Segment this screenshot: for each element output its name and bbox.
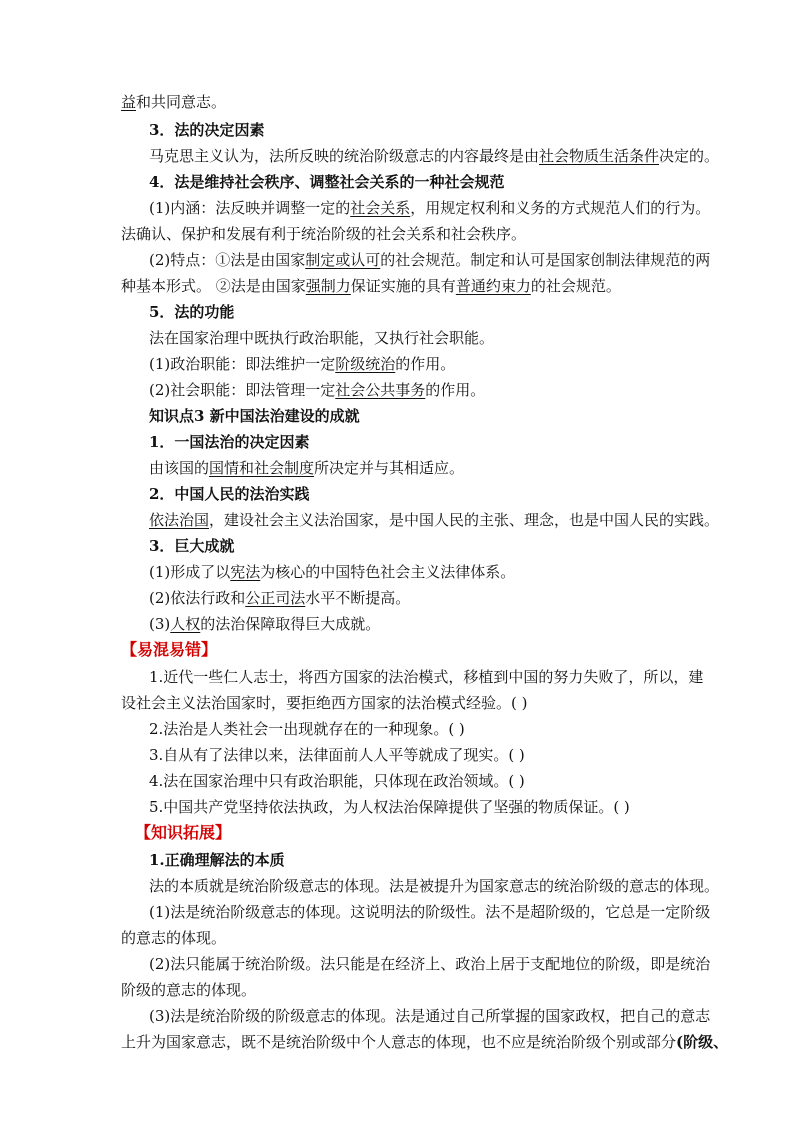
text-line <box>121 276 621 296</box>
text-segment: 的作用。 <box>395 355 456 373</box>
question-text: 1.近代一些仁人志士，将西方国家的法治模式，移植到中国的努力失败了，所以，建 <box>149 668 704 686</box>
text-segment: (1)形成了以 <box>149 563 231 581</box>
underlined-term: 社会物质生活条件 <box>539 147 660 165</box>
heading-text: 1．一国法治的决定因素 <box>149 433 310 451</box>
text-line <box>149 250 710 270</box>
underlined-term: 社会关系 <box>350 199 411 217</box>
question-text: 设社会主义法治国家时，要拒绝西方国家的法治模式经验。( ) <box>121 694 528 712</box>
section-heading <box>149 120 264 140</box>
underlined-term: 国情和社会制度 <box>209 459 315 477</box>
question-text: 5.中国共产党坚持依法执政，为人权法治保障提供了坚强的物质保证。( ) <box>149 798 630 816</box>
text-segment: 的意志的体现。 <box>121 929 227 947</box>
text-segment: (1)法是统治阶级意志的体现。这说明法的阶级性。法不是超阶级的，它总是一定阶级 <box>149 903 711 921</box>
text-line <box>149 1006 710 1026</box>
text-segment: ，用规定权利和义务的方式规范人们的行为。 <box>410 199 711 217</box>
underlined-term: 依法治国 <box>149 511 210 529</box>
text-segment: 的社会规范。制定和认可是国家创制法律规范的两 <box>380 251 711 269</box>
text-segment: 保证实施的具有 <box>350 277 456 295</box>
underlined-term: 社会公共事务 <box>335 381 426 399</box>
text-segment: 马克思主义认为，法所反映的统治阶级意志的内容最终是由 <box>149 147 540 165</box>
text-line <box>121 92 226 112</box>
text-segment: 种基本形式。 ②法是由国家 <box>121 277 306 295</box>
text-line <box>149 614 380 634</box>
question-line <box>121 693 527 713</box>
text-line <box>149 458 464 478</box>
text-line <box>149 354 455 374</box>
question-text: 4.法在国家治理中只有政治职能，只体现在政治领域。( ) <box>149 772 525 790</box>
question-text: 3.自从有了法律以来，法律面前人人平等就成了现实。( ) <box>149 746 525 764</box>
text-line <box>149 588 410 608</box>
text-segment: (3)法是统治阶级的阶级意志的体现。法是通过自己所掌握的国家政权，把自己的意志 <box>149 1007 711 1025</box>
text-segment: 阶级的意志的体现。 <box>121 981 257 999</box>
text-segment: ，建设社会主义法治国家，是中国人民的主张、理念，也是中国人民的实践。 <box>209 511 720 529</box>
text-segment: (1)内涵：法反映并调整一定的 <box>149 199 351 217</box>
text-segment: (2)依法行政和 <box>149 589 246 607</box>
text-line <box>149 198 710 218</box>
text-line <box>149 146 719 166</box>
underlined-term: 益 <box>121 93 137 111</box>
heading-text: 3．法的决定因素 <box>149 121 265 139</box>
section-heading <box>149 536 234 556</box>
text-line <box>149 876 719 896</box>
knowledge-point-heading <box>149 406 360 426</box>
underlined-term: 强制力 <box>305 277 351 295</box>
section-heading <box>149 484 309 504</box>
text-line <box>149 562 515 582</box>
text-segment: 的法治保障取得巨大成就。 <box>200 615 381 633</box>
question-line <box>149 719 465 739</box>
underlined-term: 普通约束力 <box>455 277 531 295</box>
question-line <box>149 667 703 687</box>
heading-text: 1.正确理解法的本质 <box>149 851 285 869</box>
text-line <box>149 380 485 400</box>
text-line <box>121 1032 728 1052</box>
underlined-term: 宪法 <box>230 563 261 581</box>
text-segment: 水平不断提高。 <box>305 589 411 607</box>
text-segment: 为核心的中国特色社会主义法律体系。 <box>260 563 516 581</box>
heading-text: 3．巨大成就 <box>149 537 235 555</box>
underlined-term: 公正司法 <box>245 589 306 607</box>
text-segment: (1)政治职能：即法维护一定 <box>149 355 336 373</box>
text-line <box>149 328 494 348</box>
question-line <box>149 771 525 791</box>
text-segment: 法在国家治理中既执行政治职能，又执行社会职能。 <box>149 329 495 347</box>
text-segment: (2)法只能属于统治阶级。法只能是在经济上、政治上居于支配地位的阶级，即是统治 <box>149 955 711 973</box>
text-segment: 决定的。 <box>659 147 720 165</box>
text-segment: 所决定并与其相适应。 <box>314 459 465 477</box>
heading-text: 5．法的功能 <box>149 303 235 321</box>
text-segment: (3) <box>149 615 171 633</box>
text-segment: 由该国的 <box>149 459 210 477</box>
question-text: 2.法治是人类社会一出现就存在的一种现象。( ) <box>149 720 465 738</box>
heading-text: 知识点3 新中国法治建设的成就 <box>149 407 360 425</box>
underlined-term: 人权 <box>170 615 201 633</box>
section-heading <box>149 432 309 452</box>
text-line <box>149 954 710 974</box>
heading-text: 4．法是维持社会秩序、调整社会关系的一种社会规范 <box>149 173 505 191</box>
section-heading <box>149 172 504 192</box>
heading-text: 2．中国人民的法治实践 <box>149 485 310 503</box>
text-segment: 上升为国家意志，既不是统治阶级中个人意志的体现，也不应是统治阶级个别或部分 <box>121 1033 677 1051</box>
text-segment: 法的本质就是统治阶级意志的体现。法是被提升为国家意志的统治阶级的意志的体现。 <box>149 877 720 895</box>
red-section-label <box>135 823 231 843</box>
text-segment: (2)社会职能：即法管理一定 <box>149 381 336 399</box>
text-line <box>149 902 710 922</box>
question-line <box>149 745 525 765</box>
text-line <box>149 510 719 530</box>
text-segment: 的社会规范。 <box>530 277 621 295</box>
question-line <box>149 797 630 817</box>
text-line <box>121 224 526 244</box>
underlined-term: 阶级统治 <box>335 355 396 373</box>
bold-text-segment: (阶级、 <box>676 1033 729 1051</box>
red-section-label <box>121 640 217 660</box>
text-segment: (2)特点：①法是由国家 <box>149 251 306 269</box>
section-heading <box>149 302 234 322</box>
text-segment: 和共同意志。 <box>136 93 227 111</box>
red-label-text: 【知识拓展】 <box>135 823 232 842</box>
section-heading <box>149 850 285 870</box>
red-label-text: 【易混易错】 <box>121 640 218 659</box>
text-segment: 法确认、保护和发展有利于统治阶级的社会关系和社会秩序。 <box>121 225 527 243</box>
underlined-term: 制定或认可 <box>305 251 381 269</box>
text-line <box>121 980 256 1000</box>
text-segment: 的作用。 <box>425 381 486 399</box>
text-line <box>121 928 226 948</box>
